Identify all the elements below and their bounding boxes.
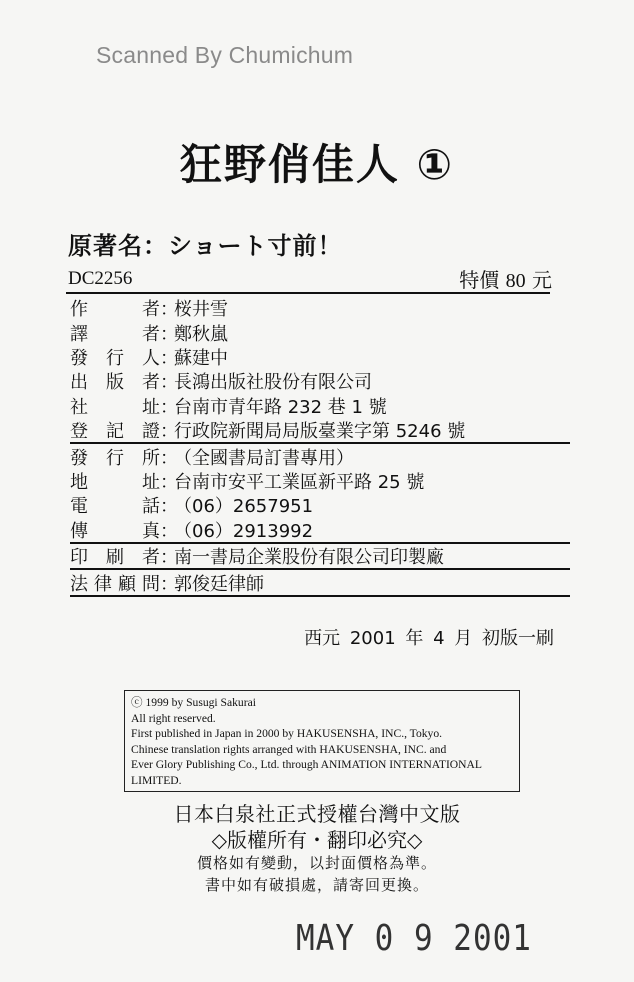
info-label-char: 問 — [142, 573, 160, 595]
info-label-char: 話 — [142, 496, 160, 518]
info-label-char: 版 — [106, 372, 124, 394]
info-value: 台南市青年路 232 巷 1 號 — [174, 396, 387, 418]
info-label-char: 所 — [142, 447, 160, 469]
info-value: 郭俊廷律師 — [174, 573, 264, 595]
info-colon: ： — [160, 347, 178, 369]
info-value: 台南市安平工業區新平路 25 號 — [174, 471, 425, 493]
info-value: 長鴻出版社股份有限公司 — [174, 372, 372, 394]
authorization-line: 日本白泉社正式授權台灣中文版 — [173, 802, 461, 826]
info-value: （06）2657951 — [174, 496, 314, 518]
info-colon: ： — [160, 547, 178, 569]
book-title: 狂野俏佳人 ① — [179, 140, 455, 189]
info-label-char: 者 — [142, 323, 160, 345]
copyright-line: All right reserved. — [131, 711, 216, 725]
info-value: （06）2913992 — [174, 520, 314, 542]
info-value: 行政院新聞局局版臺業字第 5246 號 — [174, 421, 466, 443]
info-label-char: 地 — [70, 471, 88, 493]
info-row — [70, 296, 570, 320]
info-label-char: 真 — [142, 520, 160, 542]
info-label — [70, 295, 160, 321]
price-label: 特價 — [459, 268, 500, 292]
info-label-char: 人 — [142, 347, 160, 369]
info-value: 南一書局企業股份有限公司印製廠 — [174, 547, 444, 569]
info-label — [70, 344, 160, 370]
publication-info — [70, 296, 570, 597]
info-row — [70, 570, 570, 596]
info-label-char: 證 — [142, 421, 160, 443]
info-row — [70, 544, 570, 570]
damage-return-note: 書中如有破損處，請寄回更換。 — [204, 876, 429, 894]
info-label — [70, 517, 160, 543]
info-value: （全國書局訂書專用） — [174, 447, 354, 469]
info-row — [70, 418, 570, 444]
copyright-box — [124, 690, 520, 792]
top-rule — [66, 292, 550, 294]
info-colon: ： — [160, 372, 178, 394]
info-label — [70, 492, 160, 518]
info-colon: ： — [160, 299, 178, 321]
info-label-char: 登 — [70, 421, 88, 443]
info-label-char: 顧 — [118, 573, 136, 595]
edition-line: 西元 2001 年 4 月 初版一刷 — [304, 628, 554, 649]
info-label-char: 者 — [142, 547, 160, 569]
price — [459, 264, 552, 293]
info-label-char: 法 — [70, 573, 88, 595]
info-label-char: 址 — [142, 396, 160, 418]
info-value: 鄭秋嵐 — [174, 323, 228, 345]
info-label-char: 電 — [70, 496, 88, 518]
original-title: 原著名：ショート寸前！ — [68, 232, 343, 260]
info-label-char: 記 — [106, 421, 124, 443]
info-label — [70, 570, 160, 596]
info-colon: ： — [160, 471, 178, 493]
info-label — [70, 393, 160, 419]
scan-credit: Scanned By Chumichum — [96, 42, 354, 68]
info-row — [70, 320, 570, 344]
info-label-char: 譯 — [70, 323, 88, 345]
info-label — [70, 417, 160, 443]
info-label — [70, 320, 160, 346]
info-label-char: 律 — [94, 573, 112, 595]
info-label-char: 社 — [70, 396, 88, 418]
info-colon: ： — [160, 447, 178, 469]
info-label-char: 刷 — [106, 547, 124, 569]
info-label — [70, 468, 160, 494]
info-colon: ： — [160, 421, 178, 443]
info-value: 蘇建中 — [174, 347, 228, 369]
rights-line: ◇版權所有・翻印必究◇ — [211, 828, 423, 852]
info-row — [70, 394, 570, 418]
info-row — [70, 469, 570, 493]
copyright-line: First published in Japan in 2000 by HAKUSENSHA, INC., Tokyo. — [131, 727, 443, 741]
price-amount: 80 — [505, 270, 526, 292]
copyright-line: Chinese translation rights arranged with HAKUSENSHA, INC. and — [131, 742, 447, 756]
info-colon: ： — [160, 573, 178, 595]
info-label-char: 印 — [70, 547, 88, 569]
info-row — [70, 518, 570, 544]
info-label-char: 作 — [70, 299, 88, 321]
info-label-char: 傳 — [70, 520, 88, 542]
info-label-char: 者 — [142, 372, 160, 394]
info-colon: ： — [160, 323, 178, 345]
info-label-char: 者 — [142, 299, 160, 321]
copyright-line: Ever Glory Publishing Co., Ltd. through ANIMATION INTERNATIONAL — [131, 758, 483, 772]
info-row — [70, 369, 570, 393]
copyright-line: LIMITED. — [131, 773, 182, 787]
info-label — [70, 543, 160, 569]
info-row — [70, 493, 570, 517]
info-label — [70, 444, 160, 470]
info-colon: ： — [160, 496, 178, 518]
price-change-note: 價格如有變動，以封面價格為準。 — [196, 854, 437, 872]
info-label-char: 發 — [70, 347, 88, 369]
date-stamp: MAY 0 9 2001 — [296, 918, 532, 960]
copyright-line: ⓒ 1999 by Susugi Sakurai — [131, 696, 256, 709]
info-value: 桜井雪 — [174, 299, 228, 321]
info-label-char: 址 — [142, 471, 160, 493]
info-colon: ： — [160, 520, 178, 542]
info-label-char: 發 — [70, 447, 88, 469]
product-code: DC2256 — [68, 268, 133, 289]
info-label-char: 出 — [70, 372, 88, 394]
info-label-char: 行 — [106, 347, 124, 369]
price-unit: 元 — [532, 268, 552, 292]
info-label-char: 行 — [106, 447, 124, 469]
info-colon: ： — [160, 396, 178, 418]
info-row — [70, 444, 570, 468]
info-label — [70, 368, 160, 394]
info-row — [70, 345, 570, 369]
